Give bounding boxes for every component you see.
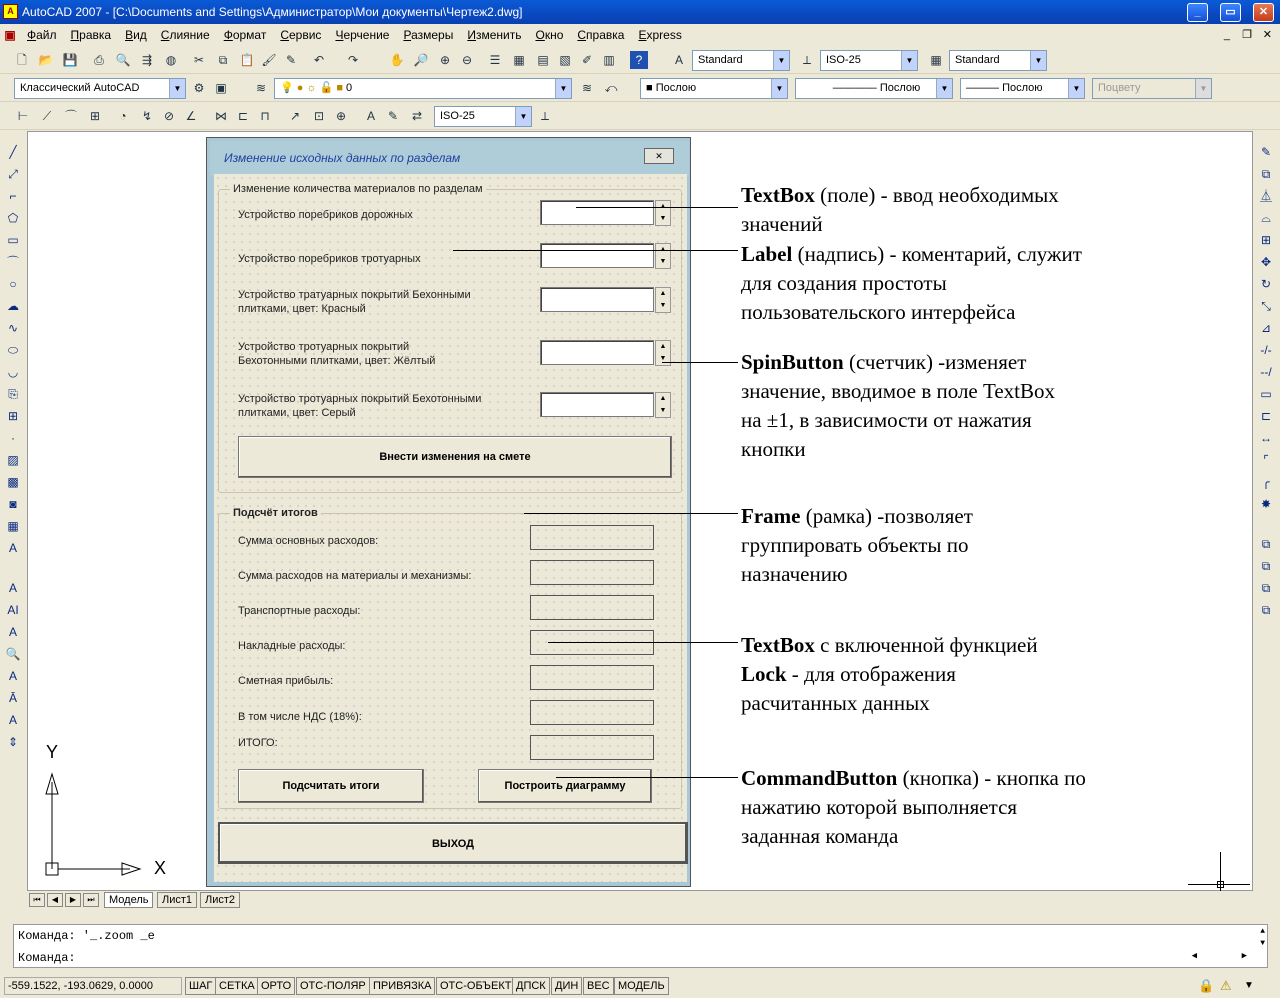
locked-textbox-7: [530, 735, 654, 760]
send-under-icon[interactable]: ⧉: [1261, 603, 1271, 617]
standard-toolbar: [0, 46, 1280, 74]
color-select[interactable]: ■ Послою ▼: [640, 78, 788, 99]
label-overhead: Накладные расходы:: [238, 640, 346, 652]
exit-button: ВЫХОД: [218, 822, 688, 864]
single-line-text-icon[interactable]: AI: [7, 603, 19, 617]
extend-icon[interactable]: --/: [1260, 365, 1272, 379]
circle-icon[interactable]: ○: [9, 277, 17, 291]
menu-modify[interactable]: Изменить: [467, 27, 522, 42]
table-style-select[interactable]: Standard ▼: [949, 50, 1047, 71]
menu-express[interactable]: Express: [638, 27, 682, 42]
textbox-2: [540, 243, 654, 268]
annotation-locked-textbox: TextBox с включенной функцией Lock - для отображения расчитанных данных: [741, 633, 1038, 715]
tab-sheet2[interactable]: Лист2: [200, 892, 240, 908]
layers-toolbar: [0, 74, 1280, 102]
coordinates-display[interactable]: -559.1522, -193.0629, 0.0000: [4, 977, 182, 995]
tab-model[interactable]: Модель: [104, 892, 153, 908]
workspace-select[interactable]: Классический AutoCAD ▼: [14, 78, 186, 99]
window-title: AutoCAD 2007 - [C:\Documents and Settings\Администратор\Мои документы\Чертеж2.dwg]: [22, 5, 523, 19]
scale-icon[interactable]: ⤡: [1261, 299, 1271, 313]
doc-close-button[interactable]: ✕: [1262, 29, 1272, 41]
block-editor-icon[interactable]: ✎: [285, 53, 297, 67]
layer-manager-icon[interactable]: ≋: [255, 81, 267, 95]
dim-style-select-2[interactable]: ISO-25 ▼: [434, 106, 532, 127]
text-icon[interactable]: A: [8, 581, 17, 595]
zoom-previous-icon[interactable]: ⊖: [461, 53, 473, 67]
frame-materials-caption: Изменение количества материалов по разделам: [230, 183, 486, 195]
chevron-down-icon: ▼: [936, 79, 952, 98]
markup-icon[interactable]: ✐: [581, 53, 593, 67]
lineweight-select[interactable]: ——— Послою ▼: [960, 78, 1085, 99]
frame-totals-caption: Подсчёт итогов: [230, 507, 321, 519]
make-layer-current-icon[interactable]: ≋: [581, 81, 593, 95]
pan-icon[interactable]: ✋: [389, 53, 405, 67]
draw-toolbar: [0, 131, 27, 761]
ortho-toggle[interactable]: ОРТО: [257, 977, 295, 995]
annotation-frame: Frame (рамка) -позволяет группировать объекты по назначению: [741, 504, 973, 586]
multiline-text-icon[interactable]: A: [8, 541, 17, 555]
chevron-down-icon: ▼: [773, 51, 789, 70]
undo-icon[interactable]: ↶: [313, 53, 325, 67]
menu-view[interactable]: Вид: [125, 27, 147, 42]
calculate-totals-button: Подсчитать итоги: [238, 769, 424, 803]
radius-dim-icon[interactable]: ◔: [119, 109, 127, 123]
frame-totals: [218, 507, 682, 809]
help-icon[interactable]: ?: [630, 51, 648, 69]
object-tracking-toggle[interactable]: ОТС-ОБЪЕКТ: [436, 977, 515, 995]
ordinate-dim-icon[interactable]: ⊞: [89, 109, 101, 123]
menu-dimension[interactable]: Размеры: [403, 27, 454, 42]
mirror-icon[interactable]: ⏅: [1259, 189, 1272, 203]
model-space-toggle[interactable]: МОДЕЛЬ: [614, 977, 669, 995]
textbox-3: [540, 287, 654, 312]
quick-dim-icon[interactable]: ⋈: [215, 109, 227, 123]
workspace-save-icon[interactable]: ▣: [215, 81, 227, 95]
doc-minimize-button[interactable]: _: [1223, 28, 1230, 41]
tool-palettes-icon[interactable]: ▤: [537, 53, 549, 67]
label-3: Устройство тратуарных покрытий Бехонными плитками, цвет: Красный: [238, 289, 471, 315]
annotation-spinbutton: SpinButton (счетчик) -изменяет значение, вводимое в поле TextBox на ±1, в зависимости от нажатия кнопки: [741, 350, 1056, 461]
preview-icon[interactable]: 🔍: [115, 53, 131, 67]
chevron-down-icon: ▼: [771, 79, 787, 98]
leader-textbox: [576, 207, 738, 208]
snap-toggle[interactable]: ШАГ: [185, 977, 216, 995]
annotation-label: Label (надпись) - коментарий, служит для создания простоты пользовательского интерфейса: [741, 242, 1082, 324]
make-block-icon[interactable]: ⊞: [7, 409, 19, 423]
chevron-down-icon: ▼: [515, 107, 531, 126]
layer-select[interactable]: 💡 ● ☼ 🔓 ■ 0 ▼: [274, 78, 572, 99]
form-body: [214, 174, 687, 882]
revision-cloud-icon[interactable]: ☁: [7, 299, 19, 313]
layout-tabs: [27, 891, 1253, 909]
calculator-icon[interactable]: ▥: [603, 53, 615, 67]
label-5: Устройство тротуарных покрытий Бехотонными плитками, цвет: Серый: [238, 393, 482, 419]
justify-text-icon[interactable]: ⇕: [7, 735, 19, 749]
title-bar: [0, 0, 1280, 24]
dimension-toolbar: [0, 102, 1280, 130]
locked-textbox-6: [530, 700, 654, 725]
tab-sheet1[interactable]: Лист1: [157, 892, 197, 908]
menu-edit[interactable]: Правка: [70, 27, 112, 42]
first-tab-icon[interactable]: ⏮: [29, 893, 45, 907]
ducs-toggle[interactable]: ДПСК: [512, 977, 550, 995]
leader-spinbutton: [662, 362, 738, 363]
ucs-y-label: Y: [46, 742, 59, 762]
properties-icon[interactable]: ☰: [489, 53, 501, 67]
scroll-left-icon[interactable]: ◀: [1191, 951, 1197, 961]
ucs-icon: [38, 742, 178, 877]
trim-icon[interactable]: -/-: [1260, 343, 1272, 357]
label-1: Устройство поребриков дорожных: [238, 209, 413, 221]
scroll-right-icon[interactable]: ▶: [1241, 951, 1247, 961]
build-chart-button: Построить диаграмму: [478, 769, 652, 803]
text-style-icon-left[interactable]: Ā: [8, 691, 17, 705]
publish-icon[interactable]: ⇶: [141, 53, 153, 67]
chevron-down-icon: ▼: [1068, 79, 1084, 98]
chevron-down-icon: ▼: [1030, 51, 1046, 70]
explode-icon[interactable]: ✸: [1260, 497, 1272, 511]
spline-icon[interactable]: ∿: [7, 321, 19, 335]
diameter-dim-icon[interactable]: ⊘: [163, 109, 175, 123]
redo-icon[interactable]: ↷: [347, 53, 359, 67]
chevron-down-icon: ▼: [901, 51, 917, 70]
linear-dim-icon[interactable]: ⊢: [17, 109, 29, 123]
erase-icon[interactable]: ✎: [1260, 145, 1272, 159]
tray-lock-icon[interactable]: 🔒: [1198, 978, 1215, 993]
form-title: Изменение исходных данных по разделам: [210, 141, 689, 176]
linetype-select[interactable]: ———— Послою ▼: [795, 78, 953, 99]
table-icon[interactable]: ▦: [7, 519, 19, 533]
spell-check-icon[interactable]: A: [8, 669, 17, 683]
break-icon[interactable]: ⊏: [1260, 409, 1272, 423]
chevron-down-icon: ▼: [555, 79, 571, 98]
copy-icon[interactable]: ⧉: [218, 53, 228, 67]
dim-style-icon[interactable]: ⟂: [802, 53, 811, 67]
menu-file[interactable]: Файл: [27, 27, 57, 42]
angular-dim-icon[interactable]: ∠: [185, 109, 197, 123]
dim-text-edit-icon[interactable]: ✎: [387, 109, 399, 123]
label-sum-main: Сумма основных расходов:: [238, 535, 379, 547]
form-close-icon: ✕: [644, 148, 674, 164]
copy-object-icon[interactable]: ⧉: [1261, 167, 1271, 181]
label-2: Устройство поребриков тротуарных: [238, 253, 421, 265]
osnap-toggle[interactable]: ПРИВЯЗКА: [369, 977, 435, 995]
menu-draw[interactable]: Черчение: [335, 27, 390, 42]
ellipse-arc-icon[interactable]: ◡: [7, 365, 19, 379]
leader-locked-textbox: [548, 642, 738, 643]
menu-window[interactable]: Окно: [535, 27, 564, 42]
gradient-icon[interactable]: ▩: [7, 475, 19, 489]
ucs-x-label: X: [154, 858, 167, 878]
menu-tools[interactable]: Сервис: [280, 27, 322, 42]
dim-update-icon[interactable]: ⇄: [411, 109, 423, 123]
textbox-1: [540, 200, 654, 225]
textbox-4: [540, 340, 654, 365]
text-style-select[interactable]: Standard ▼: [692, 50, 790, 71]
plotstyle-select: Поцвету ▼: [1092, 78, 1212, 99]
label-vat: В том числе НДС (18%):: [238, 711, 362, 723]
next-tab-icon[interactable]: ▶: [65, 893, 81, 907]
text-style-icon[interactable]: A: [674, 53, 683, 67]
polygon-icon[interactable]: ⬠: [7, 211, 19, 225]
grid-toggle[interactable]: СЕТКА: [215, 977, 259, 995]
locked-textbox-2: [530, 560, 654, 585]
modify-toolbar: [1253, 131, 1280, 631]
polyline-icon[interactable]: ⌐: [9, 189, 17, 203]
arc-length-icon[interactable]: ⌒: [64, 109, 77, 123]
tray-menu-icon[interactable]: ▼: [1244, 980, 1254, 991]
rotate-icon[interactable]: ↻: [1260, 277, 1272, 291]
baseline-dim-icon[interactable]: ⊏: [237, 109, 249, 123]
aligned-dim-icon[interactable]: ⟋: [42, 109, 52, 123]
chevron-down-icon: ▼: [1195, 79, 1211, 98]
command-window[interactable]: [13, 924, 1268, 968]
label-transport: Транспортные расходы:: [238, 605, 361, 617]
tolerance-icon[interactable]: ⊡: [313, 109, 325, 123]
center-mark-icon[interactable]: ⊕: [335, 109, 347, 123]
save-icon[interactable]: 💾: [62, 53, 78, 67]
draw-order-back-icon[interactable]: ⧉: [1261, 559, 1271, 573]
tray-alert-icon[interactable]: ⚠: [1220, 978, 1232, 993]
table-style-icon[interactable]: ▦: [930, 53, 942, 67]
locked-textbox-1: [530, 525, 654, 550]
color-swatch: ■: [646, 82, 656, 94]
quick-leader-icon[interactable]: ↗: [289, 109, 301, 123]
crosshair-box: [1217, 881, 1224, 888]
menu-merge[interactable]: Слияние: [160, 27, 210, 42]
prev-tab-icon[interactable]: ◀: [47, 893, 63, 907]
status-bar: [0, 974, 1280, 998]
offset-icon[interactable]: ⌓: [1261, 211, 1271, 225]
document-icon[interactable]: ▣: [4, 27, 16, 42]
spinbutton-5: ▲ ▼: [655, 392, 671, 418]
edit-text-icon[interactable]: A: [8, 625, 17, 639]
doc-restore-button[interactable]: ❐: [1242, 29, 1252, 41]
scroll-up-icon[interactable]: ▲: [1260, 927, 1265, 936]
spinbutton-3: ▲ ▼: [655, 287, 671, 313]
autocad-app-icon[interactable]: A: [3, 4, 18, 19]
move-icon[interactable]: ✥: [1260, 255, 1272, 269]
point-icon[interactable]: ·: [11, 431, 15, 445]
locked-textbox-3: [530, 595, 654, 620]
fillet-icon[interactable]: ╭: [1262, 475, 1270, 489]
insert-block-icon[interactable]: ⎘: [8, 387, 18, 401]
jogged-dim-icon[interactable]: ↯: [141, 109, 153, 123]
break-point-icon[interactable]: ▭: [1260, 387, 1272, 401]
spinbutton-1: ▼: [655, 200, 671, 226]
line-sample: ————: [832, 82, 880, 94]
leader-label: [453, 250, 738, 251]
design-center-icon[interactable]: ▦: [513, 53, 525, 67]
menu-bar: [0, 24, 1280, 45]
array-icon[interactable]: ⊞: [1260, 233, 1272, 247]
textbox-5: [540, 392, 654, 417]
scroll-down-icon[interactable]: ▼: [1260, 939, 1265, 948]
sheet-set-icon[interactable]: ▧: [559, 53, 571, 67]
chevron-down-icon: ▼: [169, 79, 185, 98]
label-total: ИТОГО:: [238, 737, 278, 749]
leader-commandbutton: [556, 777, 738, 778]
find-text-icon[interactable]: 🔍: [5, 647, 21, 661]
arc-icon[interactable]: ⌒: [6, 255, 19, 269]
hatch-icon[interactable]: ▨: [7, 453, 19, 467]
3d-dwf-icon[interactable]: ◍: [165, 53, 177, 67]
leader-frame: [524, 513, 738, 514]
rectangle-icon[interactable]: ▭: [7, 233, 19, 247]
zoom-realtime-icon[interactable]: 🔎: [413, 53, 429, 67]
line-icon[interactable]: ╱: [9, 145, 17, 159]
layer-previous-icon[interactable]: ⤺: [604, 81, 618, 95]
annotation-textbox: TextBox (поле) - ввод необходимых значений: [741, 183, 1059, 236]
annotation-commandbutton: CommandButton (кнопка) - кнопка по нажатию которой выполняется заданная команда: [741, 766, 1086, 848]
command-prompt[interactable]: Команда:: [18, 951, 76, 965]
label-sum-materials: Сумма расходов на материалы и механизмы:: [238, 570, 472, 582]
apply-changes-button: Внести изменения на смете: [238, 436, 672, 478]
workspace-settings-icon[interactable]: ⚙: [193, 81, 205, 95]
ellipse-icon[interactable]: ⬭: [7, 343, 19, 357]
minimize-button[interactable]: _: [1187, 3, 1208, 22]
spinbutton-2: ▼: [655, 243, 671, 269]
lineweight-toggle[interactable]: ВЕС: [583, 977, 614, 995]
menu-help[interactable]: Справка: [577, 27, 625, 42]
scale-text-icon[interactable]: A: [8, 713, 17, 727]
zoom-window-icon[interactable]: ⊕: [439, 53, 451, 67]
line-sample: ———: [966, 82, 1003, 94]
join-icon[interactable]: ↔: [1260, 431, 1272, 445]
cut-icon[interactable]: ✂: [193, 53, 205, 67]
layer-state-icons: 💡 ● ☼ 🔓 ■: [280, 82, 347, 94]
open-icon[interactable]: 📂: [38, 53, 54, 67]
spinbutton-4: ▲ ▼: [655, 340, 671, 366]
locked-textbox-5: [530, 665, 654, 690]
match-properties-icon[interactable]: 🖌: [261, 53, 277, 67]
label-4: Устройство тротуарных покрытий Бехотонными плитками, цвет: Жёлтый: [238, 341, 436, 367]
dynamic-input-toggle[interactable]: ДИН: [551, 977, 582, 995]
dim-edit-icon[interactable]: A: [366, 109, 375, 123]
region-icon[interactable]: ◙: [9, 497, 17, 511]
bring-above-icon[interactable]: ⧉: [1261, 581, 1271, 595]
command-history-line: Команда: '_.zoom _e: [18, 929, 155, 943]
draw-order-front-icon[interactable]: ⧉: [1261, 537, 1271, 551]
stretch-icon[interactable]: ⊿: [1260, 321, 1272, 335]
menu-format[interactable]: Формат: [223, 27, 267, 42]
dim-style-select[interactable]: ISO-25 ▼: [820, 50, 918, 71]
paste-icon[interactable]: 📋: [239, 53, 255, 67]
close-button[interactable]: ✕: [1253, 3, 1274, 22]
label-profit: Сметная прибыль:: [238, 675, 334, 687]
polar-tracking-toggle[interactable]: ОТС-ПОЛЯР: [296, 977, 370, 995]
dim-style-manager-icon[interactable]: ⟂: [540, 109, 549, 123]
maximize-button[interactable]: ▭: [1220, 3, 1241, 22]
construction-line-icon[interactable]: ⤢: [8, 167, 18, 181]
plot-icon[interactable]: ⎙: [94, 53, 104, 67]
new-icon[interactable]: 🗋: [17, 53, 27, 67]
chamfer-icon[interactable]: ⌜: [1263, 453, 1269, 467]
continue-dim-icon[interactable]: ⊓: [260, 109, 270, 123]
last-tab-icon[interactable]: ⏭: [83, 893, 99, 907]
